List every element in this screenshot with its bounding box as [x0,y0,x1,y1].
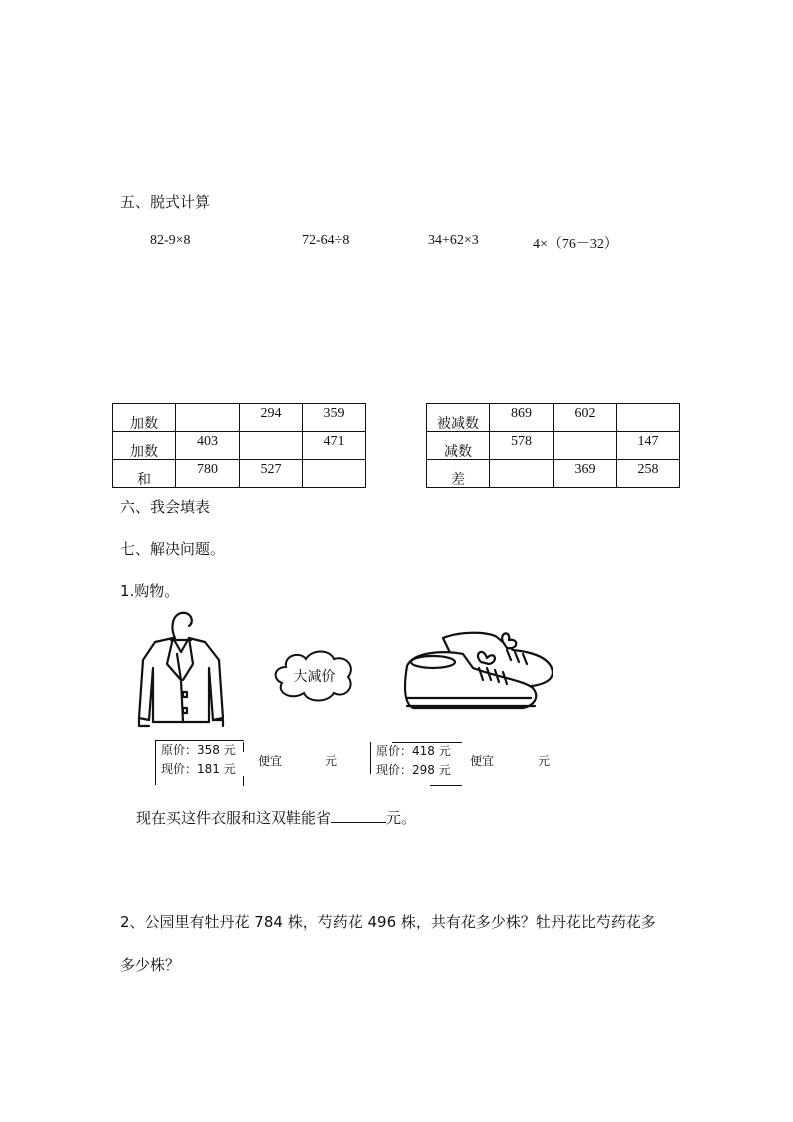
table-row [113,432,366,460]
problem-2-line-2: 多少株？ [120,956,181,974]
subtraction-table [426,403,680,488]
section-6-title: 六、我会填表 [120,498,211,516]
table-cell[interactable] [490,460,554,488]
table-row [113,460,366,488]
table-cell[interactable]: 359 [303,404,366,432]
table-cell[interactable]: 258 [617,460,680,488]
table-cell[interactable]: 369 [554,460,617,488]
divider [370,742,371,774]
table-row [427,432,680,460]
row-label: 加数 [113,404,176,432]
answer-blank[interactable] [331,808,386,823]
expression-3: 34+62×3 [428,233,479,248]
expression-1: 82-9×8 [150,233,191,248]
table-row [427,460,680,488]
table-cell[interactable]: 602 [554,404,617,432]
row-label: 和 [113,460,176,488]
row-label: 被减数 [427,404,490,432]
problem-2-line-1: 2、公园里有牡丹花 784 株，芍药花 496 株，共有花多少株？牡丹花比芍药花多 [120,913,656,931]
table-cell[interactable]: 578 [490,432,554,460]
section-5-title: 五、脱式计算 [120,193,211,211]
jacket-original-price: 原价：358 元 [161,743,236,757]
question-suffix: 元。 [386,809,417,827]
problem-1-title: 1.购物。 [120,582,180,600]
section-7-title: 七、解决问题。 [120,540,226,558]
jacket-icon [133,608,228,733]
shoes-original-price: 原价：418 元 [376,744,451,758]
table-cell[interactable] [240,432,303,460]
table-row [113,404,366,432]
problem-1-question [136,807,416,828]
divider [392,742,462,743]
table-cell[interactable] [554,432,617,460]
divider [430,785,462,786]
table-cell[interactable] [303,460,366,488]
row-label: 减数 [427,432,490,460]
cloud-label: 大减价 [293,669,336,685]
shoes-price-box [370,742,462,786]
table-cell[interactable]: 869 [490,404,554,432]
expression-4: 4×（76－32） [533,237,618,252]
table-row [427,404,680,432]
table-cell[interactable]: 471 [303,432,366,460]
jacket-unit: 元 [325,754,338,768]
row-label: 加数 [113,432,176,460]
divider [243,742,244,752]
row-label: 差 [427,460,490,488]
shoes-current-price: 现价：298 元 [376,763,451,777]
table-cell[interactable]: 780 [176,460,240,488]
table-cell[interactable]: 147 [617,432,680,460]
table-cell[interactable]: 403 [176,432,240,460]
shoes-cheaper-label: 便宜 [470,754,495,768]
addition-table [112,403,366,488]
expression-2: 72-64÷8 [302,233,350,248]
table-cell[interactable] [176,404,240,432]
question-prefix: 现在买这件衣服和这双鞋能省 [136,809,332,827]
shoes-unit: 元 [538,754,551,768]
sale-cloud [272,647,357,705]
jacket-price-box [155,740,244,785]
table-cell[interactable] [617,404,680,432]
table-cell[interactable]: 294 [240,404,303,432]
divider [243,776,244,786]
jacket-cheaper-label: 便宜 [258,754,283,768]
table-cell[interactable]: 527 [240,460,303,488]
shoes-icon [403,628,553,716]
jacket-current-price: 现价：181 元 [161,762,236,776]
